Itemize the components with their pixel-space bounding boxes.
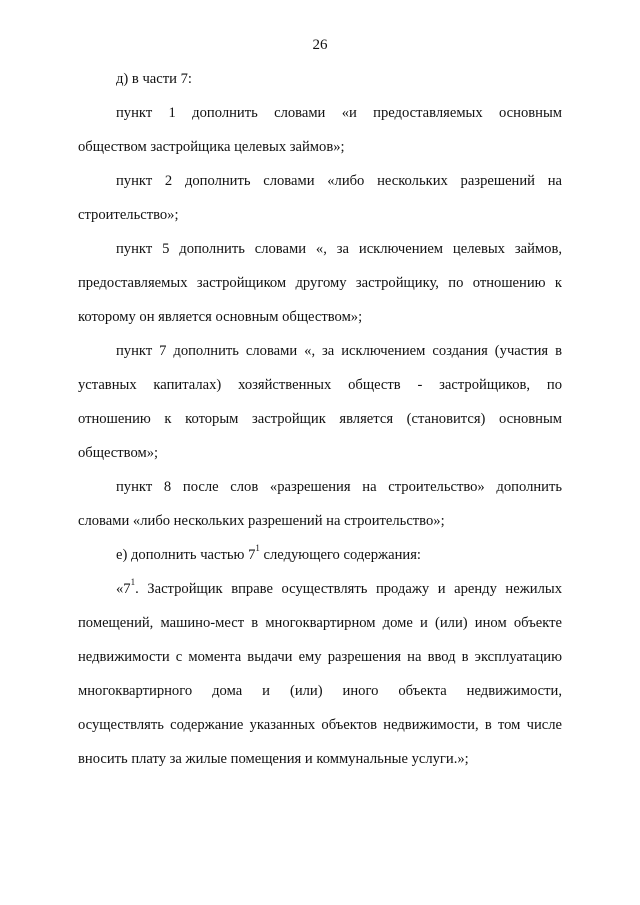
text-line: пункт 8 после слов «разрешения на строительство» дополнить [116,479,562,495]
text-line: обществом застройщика целевых займов»; [78,139,345,155]
text-line: недвижимости с момента выдачи ему разрешения на ввод в эксплуатацию [78,649,562,665]
text-line: пункт 7 дополнить словами «, за исключением создания (участия в [116,343,562,359]
text-line-sub-d: д) в части 7: [116,71,192,87]
text-line: обществом»; [78,445,159,461]
text-line: пункт 2 дополнить словами «либо нескольких разрешений на [116,173,562,189]
text-line-sub-e: е) дополнить частью $7^1$ следующего содержания: [116,543,421,563]
text-line: предоставляемых застройщиком другому застройщику, по отношению к [78,275,562,291]
text-line: которому он является основным обществом»; [78,309,363,325]
text-line: вносить плату за жилые помещения и коммунальные услуги.»; [78,751,469,767]
text-line: уставных капиталах) хозяйственных обществ - застройщиков, по [78,377,562,393]
text-line: отношению к которым застройщик является (становится) основным [78,411,562,427]
text-line: словами «либо нескольких разрешений на строительство»; [78,513,445,529]
superscript: 1 [255,543,260,554]
document-body [78,62,562,776]
page-number: 26 [312,37,328,53]
text-line: пункт 1 дополнить словами «и предоставляемых основным [116,105,562,121]
text-line-quote-start: «$7^1$. Застройщик вправе осуществлять продажу и аренду нежилых [116,577,562,597]
text-line: строительство»; [78,207,179,223]
text-line: осуществлять содержание указанных объектов недвижимости, в том числе [78,717,562,733]
superscript: 1 [130,577,136,588]
text-line: помещений, машино-мест в многоквартирном доме и (или) ином объекте [78,615,562,631]
text-line: многоквартирного дома и (или) иного объекта недвижимости, [78,683,562,699]
text-line: пункт 5 дополнить словами «, за исключением целевых займов, [116,241,562,257]
